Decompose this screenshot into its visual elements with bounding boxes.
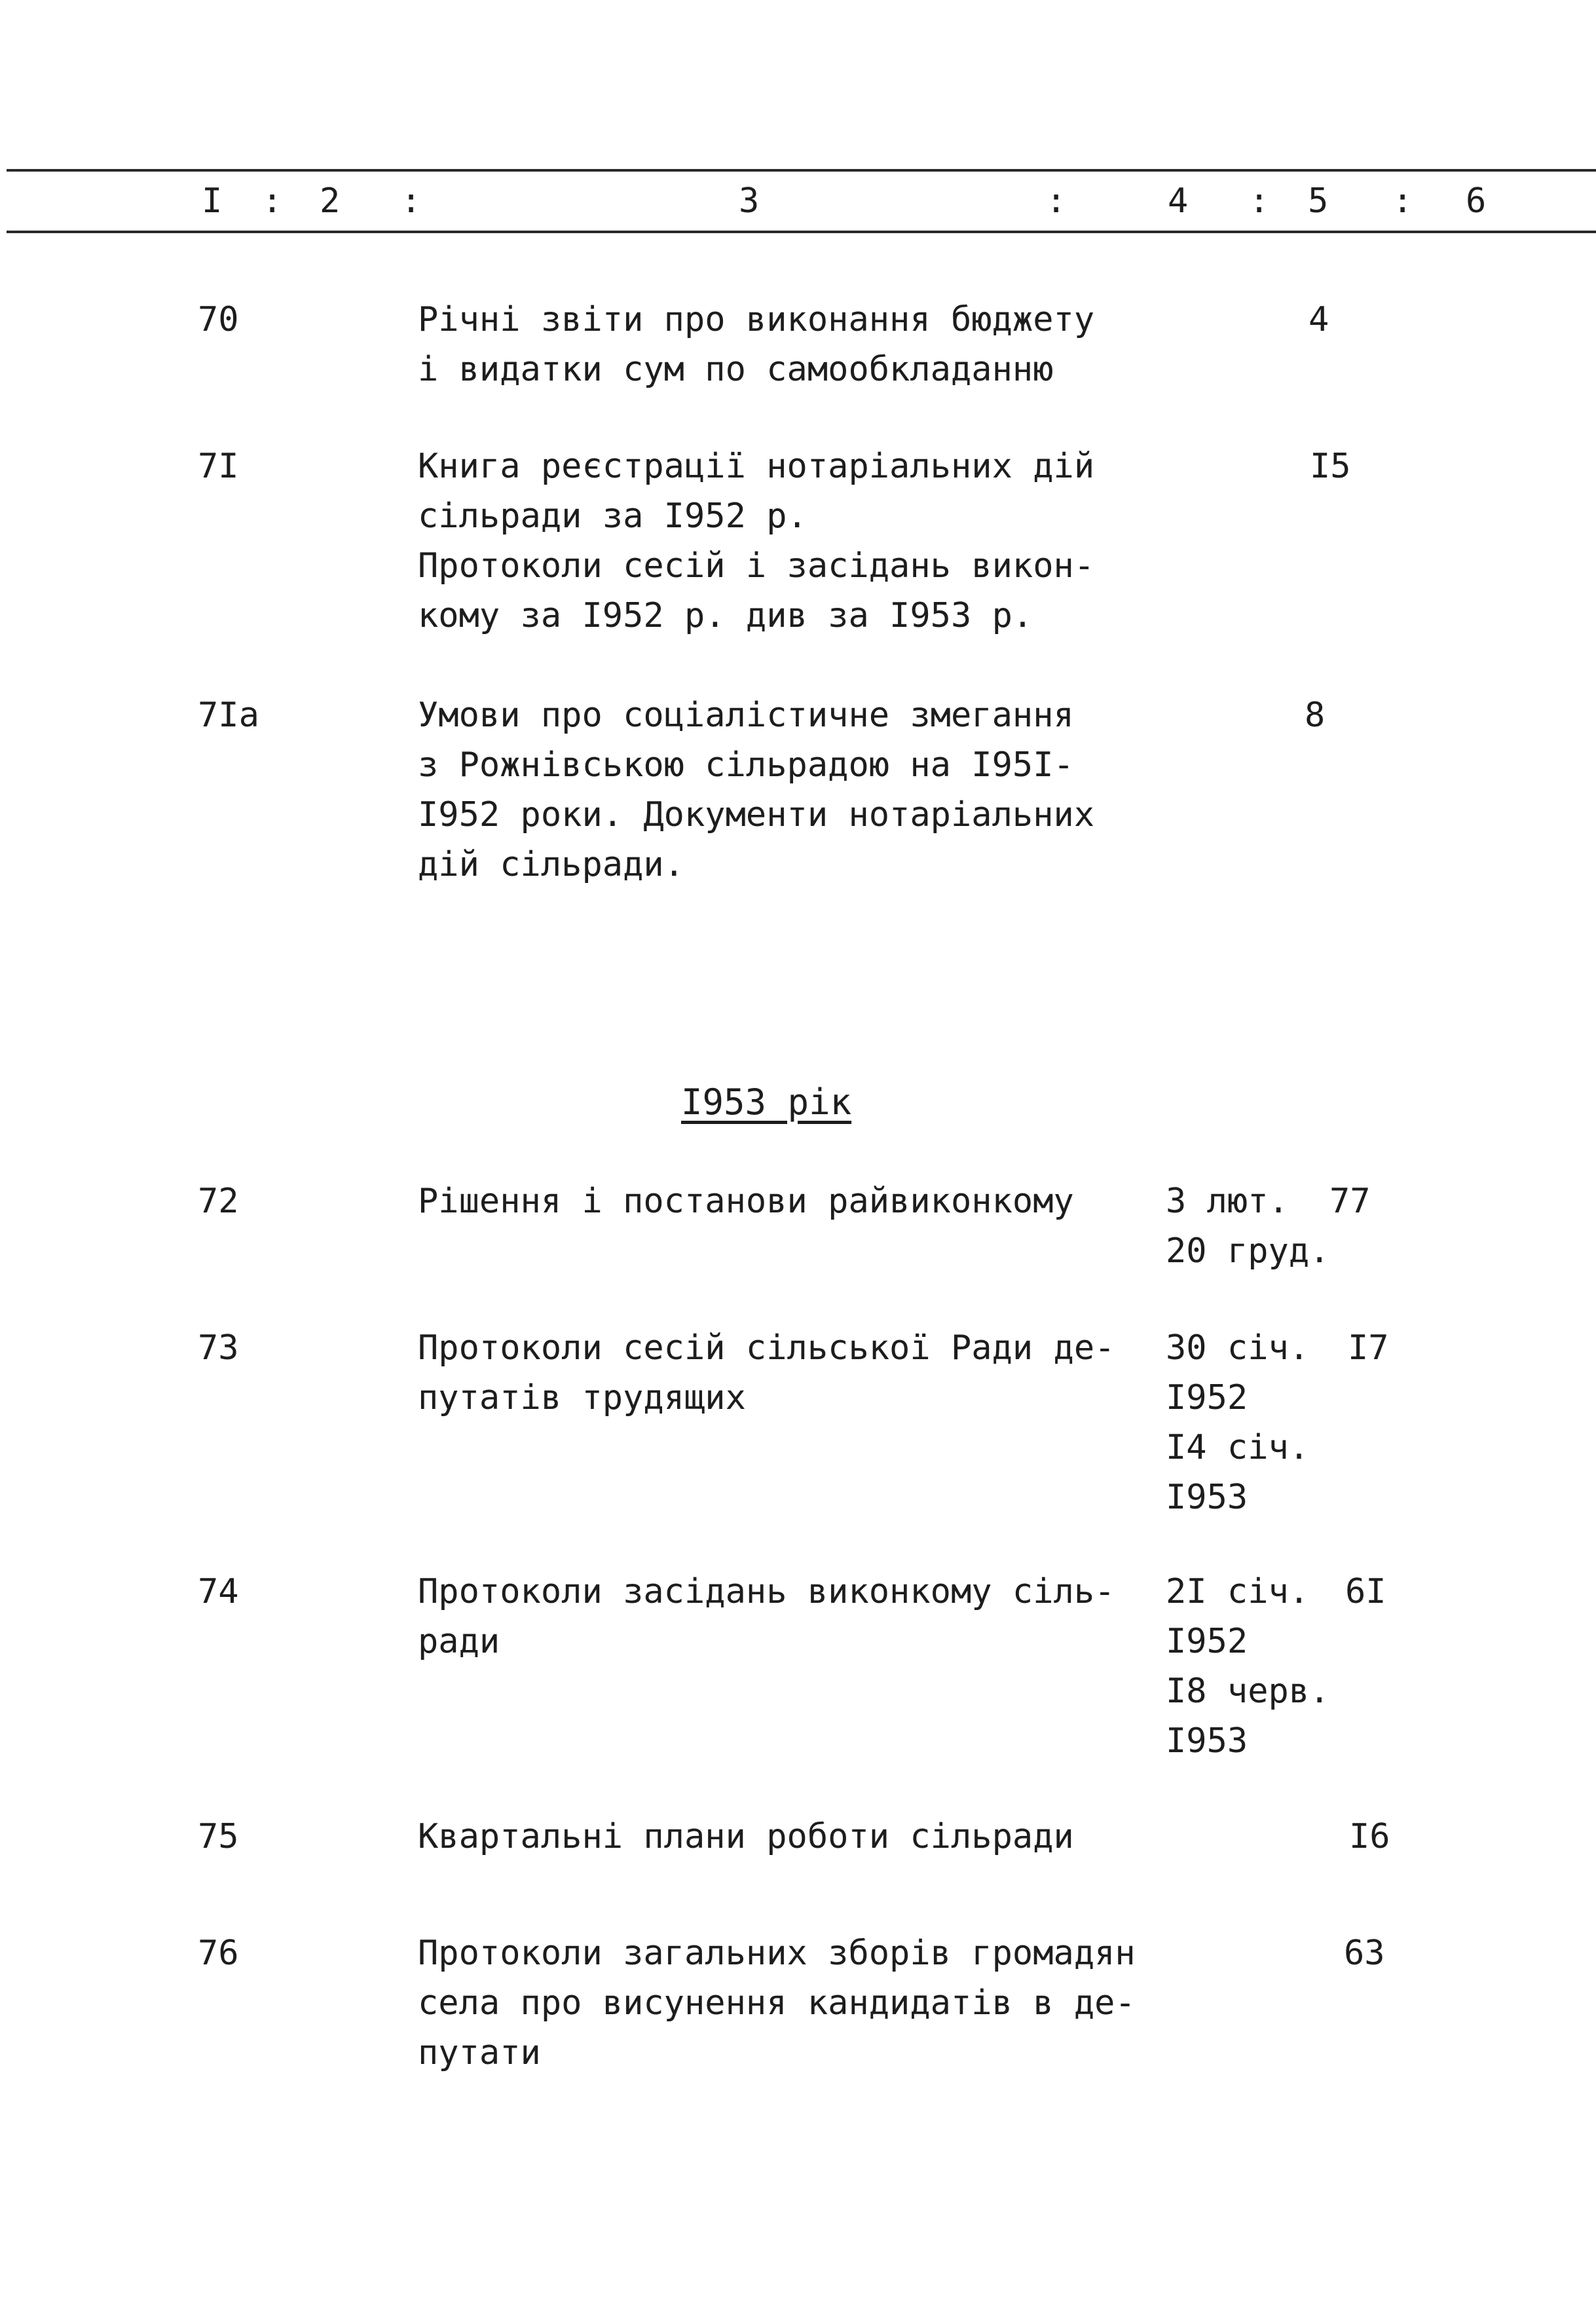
entry-title-line: Умови про соціалістичне змегання — [418, 696, 1074, 735]
entry-title-line: Протоколи сесій і засідань викон- — [418, 546, 1095, 586]
entry-sheet-count: 77 — [1329, 1182, 1371, 1221]
entry-title — [418, 690, 1151, 890]
entry-title — [418, 1567, 1151, 1666]
entry-title-line: Протоколи сесій сільської Ради де- — [418, 1328, 1115, 1368]
column-separator: : — [401, 181, 422, 221]
entry-number: 76 — [198, 1934, 239, 1973]
entry-title-line: Протоколи загальних зборів громадян — [418, 1934, 1136, 1973]
entry-title — [418, 1323, 1151, 1423]
entry-sheet-count: I6 — [1349, 1817, 1390, 1856]
entry-title-line: ради — [418, 1622, 500, 1661]
entry-date-line: I952 — [1166, 1622, 1248, 1661]
column-separator: : — [262, 181, 283, 221]
entry-number: 73 — [198, 1328, 239, 1368]
entry-dates — [1166, 1176, 1329, 1276]
header-bottom-rule — [7, 231, 1596, 233]
entry-sheet-count: 63 — [1344, 1934, 1385, 1973]
entry-date-line: 30 січ. — [1166, 1328, 1310, 1368]
entry-date-line: 3 лют. — [1166, 1182, 1289, 1221]
column-header-4: 4 — [1168, 181, 1189, 221]
entry-dates — [1166, 1323, 1309, 1522]
column-separator: : — [1046, 181, 1067, 221]
header-top-rule — [7, 169, 1596, 172]
entry-title-line: путати — [418, 2033, 541, 2072]
column-separator: : — [1249, 181, 1270, 221]
entry-sheet-count: I5 — [1310, 447, 1351, 486]
entry-date-line: I952 — [1166, 1378, 1248, 1417]
entry-date-line: 2I січ. — [1166, 1572, 1310, 1611]
entry-sheet-count: I7 — [1348, 1328, 1389, 1368]
entry-dates — [1166, 1567, 1329, 1766]
entry-title-line: і видатки сум по самообкладанню — [418, 350, 1054, 389]
entry-sheet-count: 6I — [1345, 1572, 1386, 1611]
entry-number: 75 — [198, 1817, 239, 1856]
entry-number: 7I — [198, 447, 239, 486]
entry-date-line: I953 — [1166, 1721, 1248, 1761]
column-separator: : — [1392, 181, 1413, 221]
entry-title-line: Річні звіти про виконання бюджету — [418, 300, 1095, 339]
entry-number: 72 — [198, 1182, 239, 1221]
entry-sheet-count: 4 — [1308, 300, 1329, 339]
column-header-3: 3 — [739, 181, 760, 221]
entry-date-line: I4 січ. — [1166, 1428, 1310, 1467]
entry-sheet-count: 8 — [1305, 696, 1326, 735]
entry-title-line: Книга реєстрації нотаріальних дій — [418, 447, 1095, 486]
entry-date-line: I953 — [1166, 1478, 1248, 1517]
entry-title-line: кому за I952 р. див за I953 р. — [418, 596, 1033, 635]
entry-title-line: дій сільради. — [418, 845, 684, 884]
entry-date-line: 20 груд. — [1166, 1231, 1330, 1271]
entry-title-line: путатів трудящих — [418, 1378, 746, 1417]
year-heading: I953 рік — [681, 1081, 852, 1123]
column-header-5: 5 — [1308, 181, 1329, 221]
column-header-2: 2 — [320, 181, 341, 221]
entry-number: 70 — [198, 300, 239, 339]
entry-title-line: I952 роки. Документи нотаріальних — [418, 795, 1095, 834]
entry-title — [418, 1812, 1151, 1862]
entry-title-line: сільради за I952 р. — [418, 497, 807, 536]
entry-title — [418, 1928, 1151, 2078]
entry-title-line: села про висунення кандидатів в де- — [418, 1983, 1136, 2023]
entry-title-line: Протоколи засідань виконкому сіль- — [418, 1572, 1115, 1611]
entry-number: 7Iа — [198, 696, 259, 735]
entry-title-line: з Рожнівською сільрадою на I95I- — [418, 745, 1074, 785]
entry-title-line: Рішення і постанови райвиконкому — [418, 1182, 1074, 1221]
entry-title-line: Квартальні плани роботи сільради — [418, 1817, 1074, 1856]
entry-title — [418, 1176, 1151, 1226]
column-header-1: I — [202, 181, 223, 221]
entry-number: 74 — [198, 1572, 239, 1611]
column-header-6: 6 — [1466, 181, 1487, 221]
entry-date-line: I8 черв. — [1166, 1672, 1330, 1711]
entry-title — [418, 295, 1151, 394]
entry-title — [418, 441, 1151, 641]
